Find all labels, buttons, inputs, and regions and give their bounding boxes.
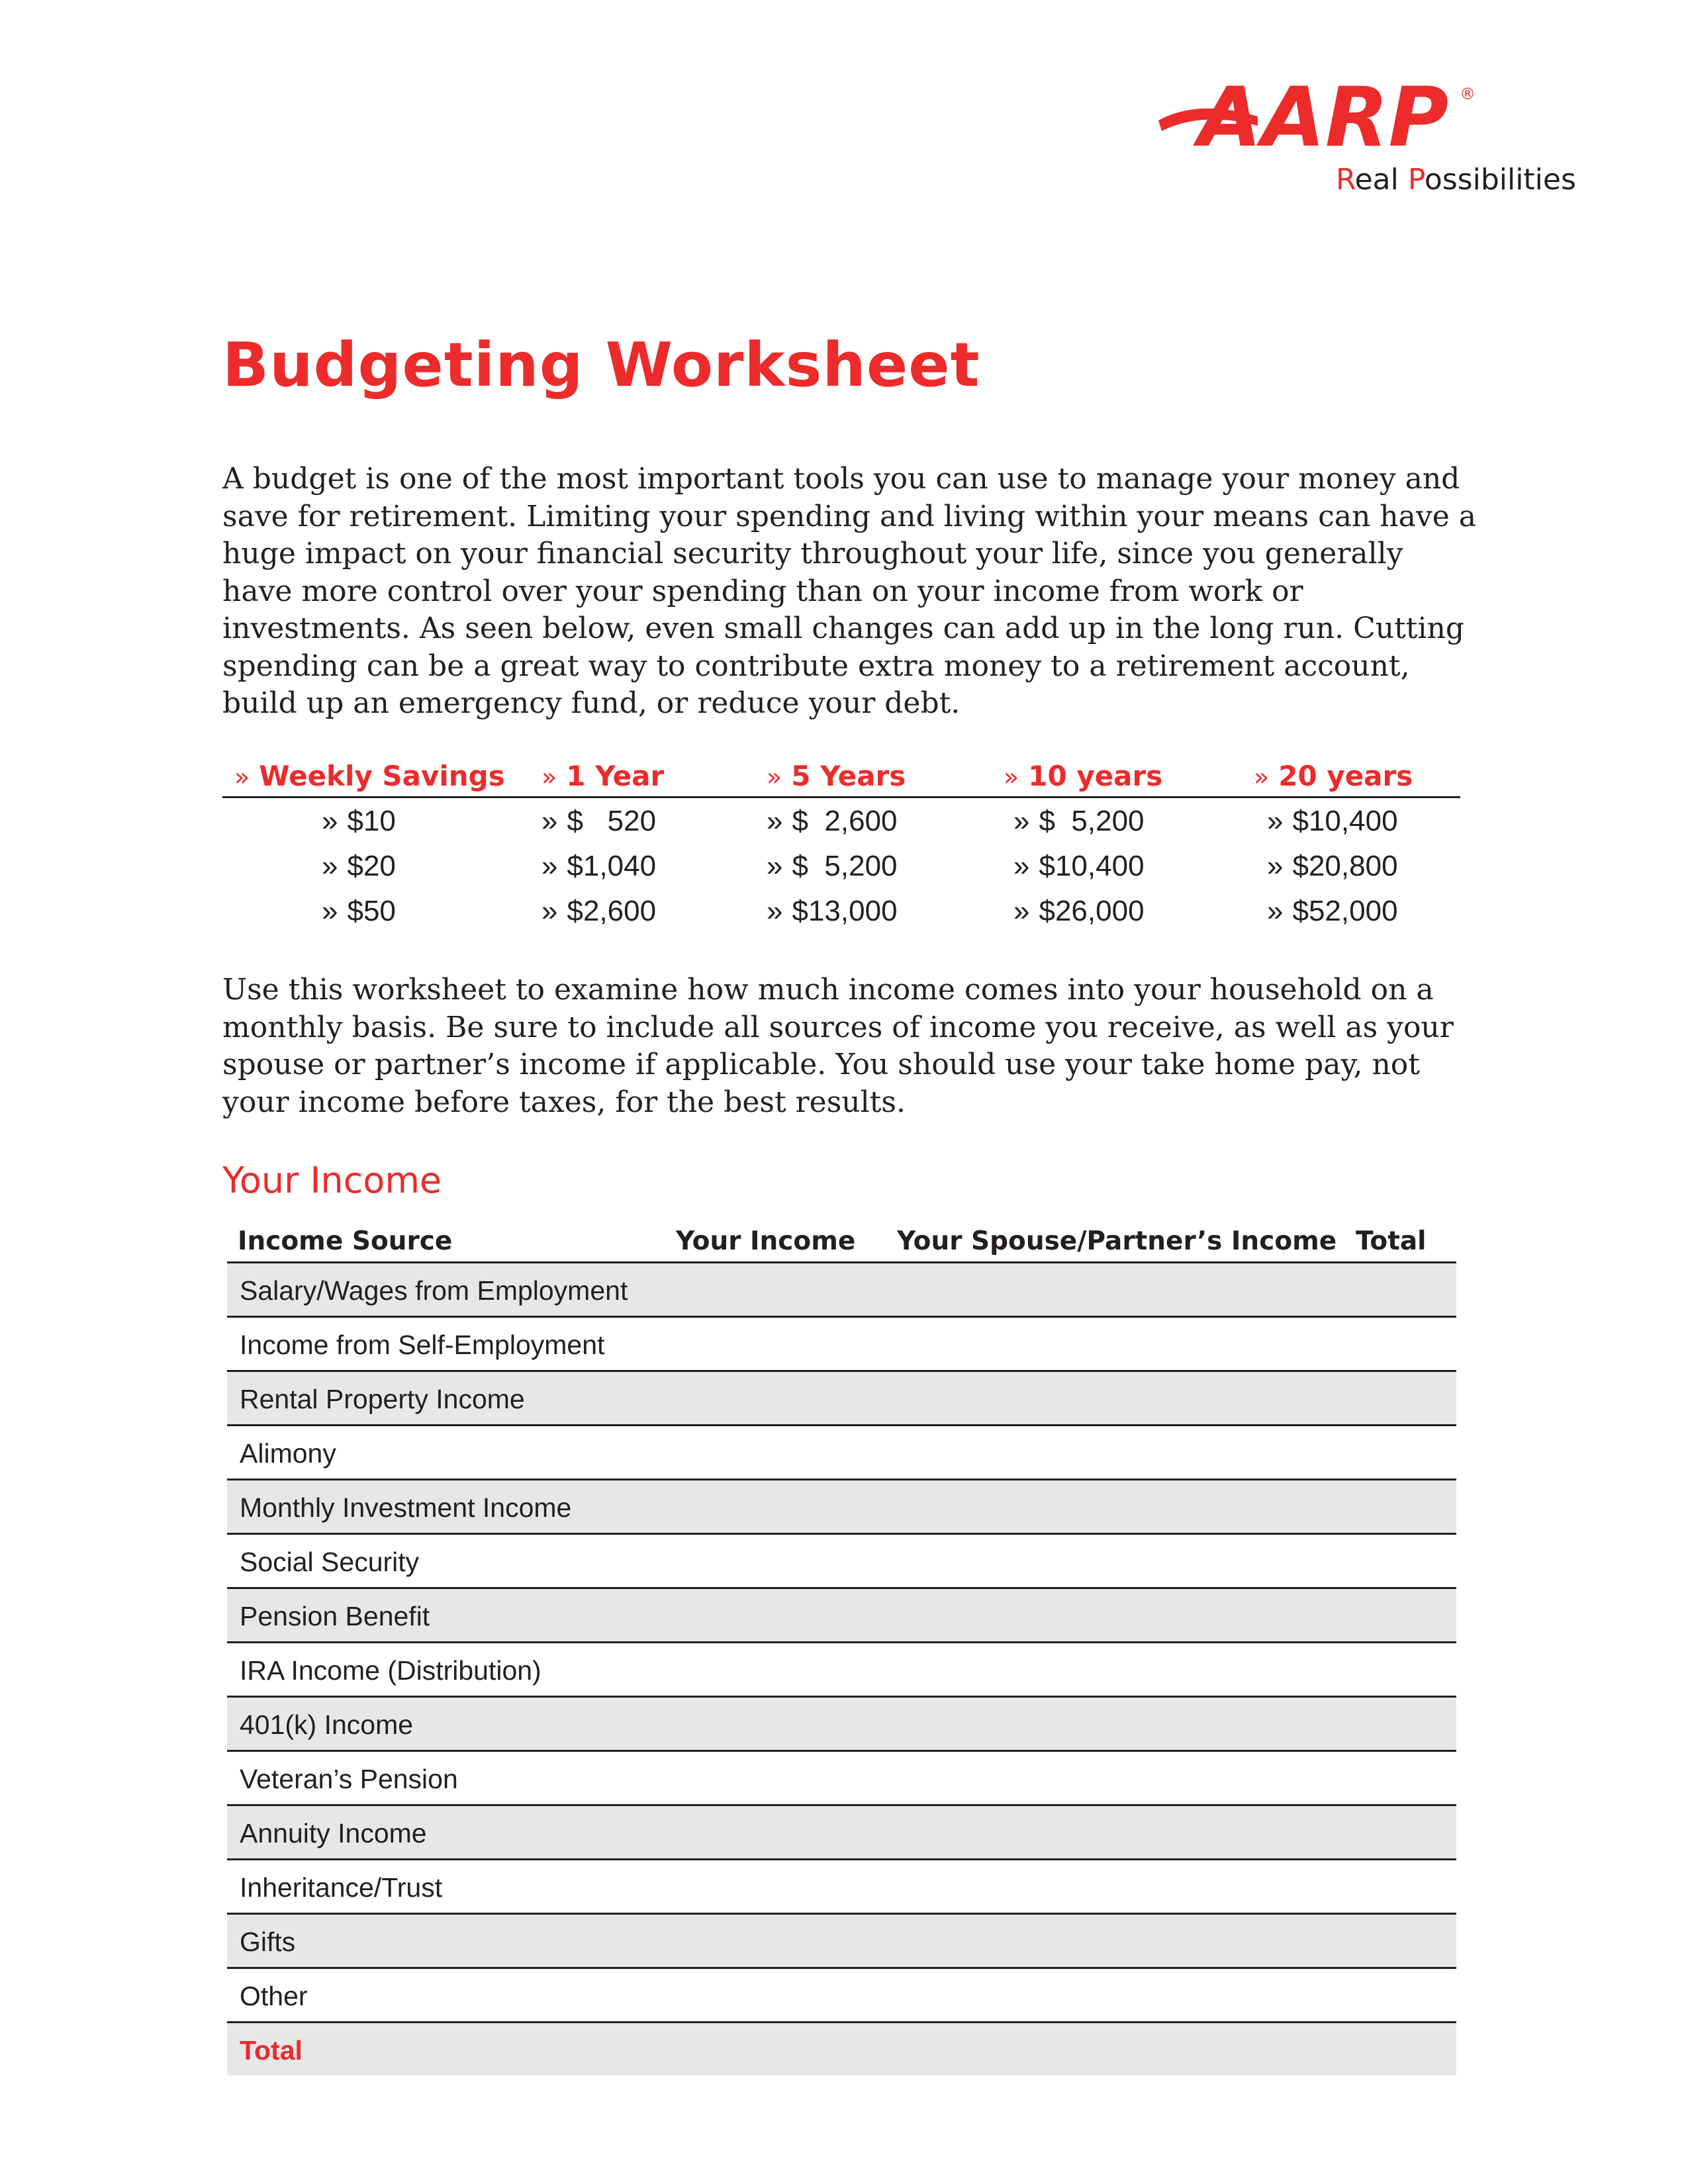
bullet-icon: » <box>541 850 558 882</box>
bullet-icon: » <box>767 895 783 927</box>
savings-row: » $10 » $ 520 » $ 2,600 » $ 5,200 » $10,400 <box>322 805 1398 837</box>
bullet-icon: » <box>322 850 338 882</box>
income-row[interactable] <box>227 1752 1456 1806</box>
savings-row: » $50 » $2,600 » $13,000 » $26,000 » $52,000 <box>322 895 1398 927</box>
aarp-wordmark-text: AARP <box>1198 79 1449 152</box>
page-title: Budgeting Worksheet <box>222 330 980 400</box>
bullet-icon: » <box>1267 805 1284 837</box>
savings-header-row <box>222 752 1460 798</box>
income-row[interactable] <box>227 1372 1456 1426</box>
header-total: Total <box>1356 1226 1427 1256</box>
savings-header-1yr: » 1 Year <box>541 760 665 792</box>
income-row-label: Rental Property Income <box>240 1384 525 1414</box>
income-row[interactable] <box>227 1480 1456 1535</box>
income-row-label: Social Security <box>240 1547 420 1577</box>
bullet-icon: » <box>1254 762 1270 792</box>
income-total-row[interactable] <box>227 2023 1456 2075</box>
tagline <box>1336 163 1576 197</box>
bullet-icon: » <box>1013 850 1030 882</box>
aarp-wordmark <box>1158 79 1476 152</box>
bullet-icon: » <box>322 895 338 927</box>
bullet-icon: » <box>234 762 250 792</box>
income-row[interactable] <box>227 1643 1456 1698</box>
header-income-source: Income Source <box>238 1226 453 1256</box>
tagline-p: P <box>1407 163 1425 197</box>
bullet-icon: » <box>541 895 558 927</box>
income-row[interactable] <box>227 1915 1456 1969</box>
bullet-icon: » <box>1267 850 1284 882</box>
income-row[interactable] <box>227 1263 1456 1318</box>
income-row[interactable] <box>227 1698 1456 1752</box>
header-your-income: Your Income <box>676 1226 856 1256</box>
income-row[interactable] <box>227 1860 1456 1915</box>
bullet-icon: » <box>322 805 338 837</box>
bullet-icon: » <box>1013 805 1030 837</box>
bullet-icon: » <box>767 762 782 792</box>
income-table <box>227 1216 1456 2075</box>
bullet-icon: » <box>541 805 558 837</box>
savings-table <box>222 752 1460 933</box>
tagline-ossibilities: ossibilities <box>1424 163 1576 197</box>
income-row[interactable] <box>227 1589 1456 1643</box>
bullet-icon: » <box>541 762 557 792</box>
income-row-label: Monthly Investment Income <box>240 1492 572 1523</box>
bullet-icon: » <box>767 850 783 882</box>
income-row-label: IRA Income (Distribution) <box>240 1655 541 1686</box>
income-row-label: Gifts <box>240 1927 296 1957</box>
income-row-label: 401(k) Income <box>240 1709 414 1740</box>
tagline-r: R <box>1336 163 1355 197</box>
income-row-label: Alimony <box>240 1438 336 1469</box>
bullet-icon: » <box>767 805 783 837</box>
registered-mark: ® <box>1460 85 1476 103</box>
income-row[interactable] <box>227 1969 1456 2023</box>
income-header-row <box>227 1216 1456 1263</box>
savings-header-20yr: » 20 years <box>1254 760 1413 792</box>
income-row-label: Veteran’s Pension <box>240 1764 458 1794</box>
bullet-icon: » <box>1004 762 1019 792</box>
income-total-label: Total <box>240 2035 303 2066</box>
savings-row: » $20 » $1,040 » $ 5,200 » $10,400 » $20,800 <box>322 850 1398 882</box>
income-row-label: Annuity Income <box>240 1818 427 1848</box>
header-spouse-income: Your Spouse/Partner’s Income <box>897 1226 1337 1256</box>
income-row-label: Other <box>240 1981 308 2011</box>
savings-header-5yr: » 5 Years <box>767 760 906 792</box>
intro-paragraph: A budget is one of the most important tools you can use to manage your money and save for retirement. Limiting your spending and living within your means can have a huge impact on your financial security throughout your life, since you generally have more control over your spending than on your income from work or investments. As seen below, even small changes can add up in the long run. Cutting spending can be a great way to contribute extra money to a retirement account, build up an emergency fund, or reduce your debt. <box>222 462 1476 720</box>
income-section-title: Your Income <box>222 1160 442 1201</box>
worksheet-paragraph: Use this worksheet to examine how much income comes into your household on a monthly basis. Be sure to include all sources of income you receive, as well as your spouse or partner’s income if applicable. You should use your take home pay, not your income before taxes, for the best results. <box>222 973 1454 1119</box>
aarp-logo <box>1158 79 1576 205</box>
tagline-eal: eal <box>1354 163 1408 197</box>
income-row[interactable] <box>227 1806 1456 1860</box>
income-row[interactable] <box>227 1426 1456 1480</box>
income-row[interactable] <box>227 1535 1456 1589</box>
income-row-label: Inheritance/Trust <box>240 1872 443 1903</box>
income-row-label: Salary/Wages from Employment <box>240 1275 628 1306</box>
income-row-label: Income from Self-Employment <box>240 1330 605 1360</box>
bullet-icon: » <box>1013 895 1030 927</box>
savings-header-10yr: » 10 years <box>1004 760 1163 792</box>
savings-header-weekly: » Weekly Savings <box>234 760 505 792</box>
income-row[interactable] <box>227 1318 1456 1372</box>
income-row-label: Pension Benefit <box>240 1601 430 1631</box>
bullet-icon: » <box>1267 895 1284 927</box>
